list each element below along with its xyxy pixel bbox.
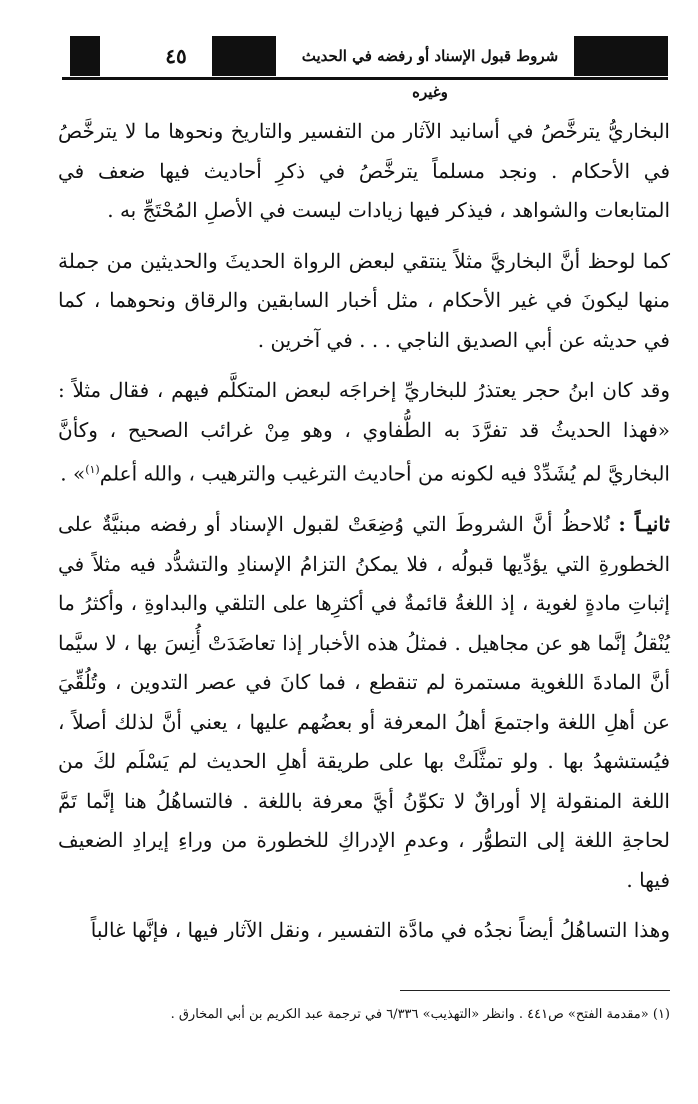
paragraph-3-text: وقد كان ابنُ حجر يعتذرُ للبخاريِّ إخراجَه لبعض المتكلَّم فيهم ، فقال مثلاً : «فهذا الحديثُ قد تفرَّدَ به الطُّفاوي ، وهو مِنْ غرائب الصحيح ، وكأنَّ البخاريَّ لم يُشَدِّدْ فيه لكونه من أحاديث الترغيب والترهيب ، والله أعلم xyxy=(58,378,670,486)
header-dark-block-middle xyxy=(212,36,276,76)
paragraph-4-text: نُلاحظُ أنَّ الشروطَ التي وُضِعَتْ لقبول الإسناد أو رفضه مبنيَّةٌ على الخطورةِ التي يؤدِّيها قبولُه ، فلا يمكنُ التزامُ الإسنادِ والتشدُّد فيه مثلاً في إثباتِ مادةٍ لغوية ، إذ اللغةُ قائمةٌ في أكثرِها على التلقي والبداوةِ ، وأكثرُ ما يُنْقلُ إنَّما هو عن مجاهيل . فمثلُ هذه الأخبار إذا تعاضَدَتْ أُنِسَ بها ، لا سيَّما أنَّ المادةَ اللغوية مستمرة لم تنقطع ، فما كانَ في عصر التدوين ، وتُلُقِّيَ عن أهلِ اللغة واجتمعَ أهلُ المعرفة أو بعضُهم عليها ، يعني أنَّ لذلك أصلاً ، فيُستشهدُ بها . ولو تمثَّلَتْ بها على طريقة أهلِ الحديث لم يَسْلَم لكَ من اللغة المنقولة إلا أوراقٌ لا تكوِّنُ أيَّ معرفة باللغة . فالتساهُلُ هنا إنَّما تَمَّ لحاجةِ اللغة إلى التطوُّر ، وعدمِ الإدراكِ للخطورة من وراءِ إيرادِ الضعيف فيها . xyxy=(58,512,670,892)
main-text xyxy=(58,112,670,962)
page-number: ٤٥ xyxy=(165,44,187,68)
footnote: (١) «مقدمة الفتح» ص٤٤١ . وانظر «التهذيب» ٦/٣٣٦ في ترجمة عبد الكريم بن أبي المخارق . xyxy=(170,1007,670,1022)
running-title: شروط قبول الإسناد أو رفضه في الحديث وغيره xyxy=(301,47,559,101)
page-header xyxy=(62,34,668,101)
paragraph-3-end: » . xyxy=(60,461,86,486)
paragraph-3 xyxy=(58,371,670,494)
paragraph-2: كما لوحظ أنَّ البخاريَّ مثلاً ينتقي لبعض الرواة الحديثَ والحديثين من جملة منها ليكونَ في غير الأحكام ، مثل أخبار السابقين والرقاق ونحوهما ، كما في حديثه عن أبي الصديق الناجي . . . في آخرين . xyxy=(58,248,670,352)
header-rule xyxy=(62,77,668,80)
header-dark-block-left xyxy=(70,36,100,76)
header-dark-block-right xyxy=(574,36,668,76)
paragraph-5: وهذا التساهُلُ أيضاً نجدُه في مادَّة التفسير ، ونقل الآثار فيها ، فإنَّها غالباً xyxy=(90,918,670,943)
paragraph-1: البخاريُّ يترخَّصُ في أسانيد الآثار من التفسير والتاريخ ونحوها ما لا يترخَّصُ في الأحكام . ونجد مسلماً يترخَّصُ في ذكرِ أحاديث فيها ضعف في المتابعات والشواهد ، فيذكر فيها زيادات ليست في الأصلِ المُحْتَجِّ به . xyxy=(58,119,670,222)
footnote-rule xyxy=(400,990,670,991)
footnote-reference[interactable]: (١) xyxy=(85,463,100,476)
paragraph-4-lead: ثانيـاً : xyxy=(618,512,670,537)
paragraph-4 xyxy=(58,505,670,900)
